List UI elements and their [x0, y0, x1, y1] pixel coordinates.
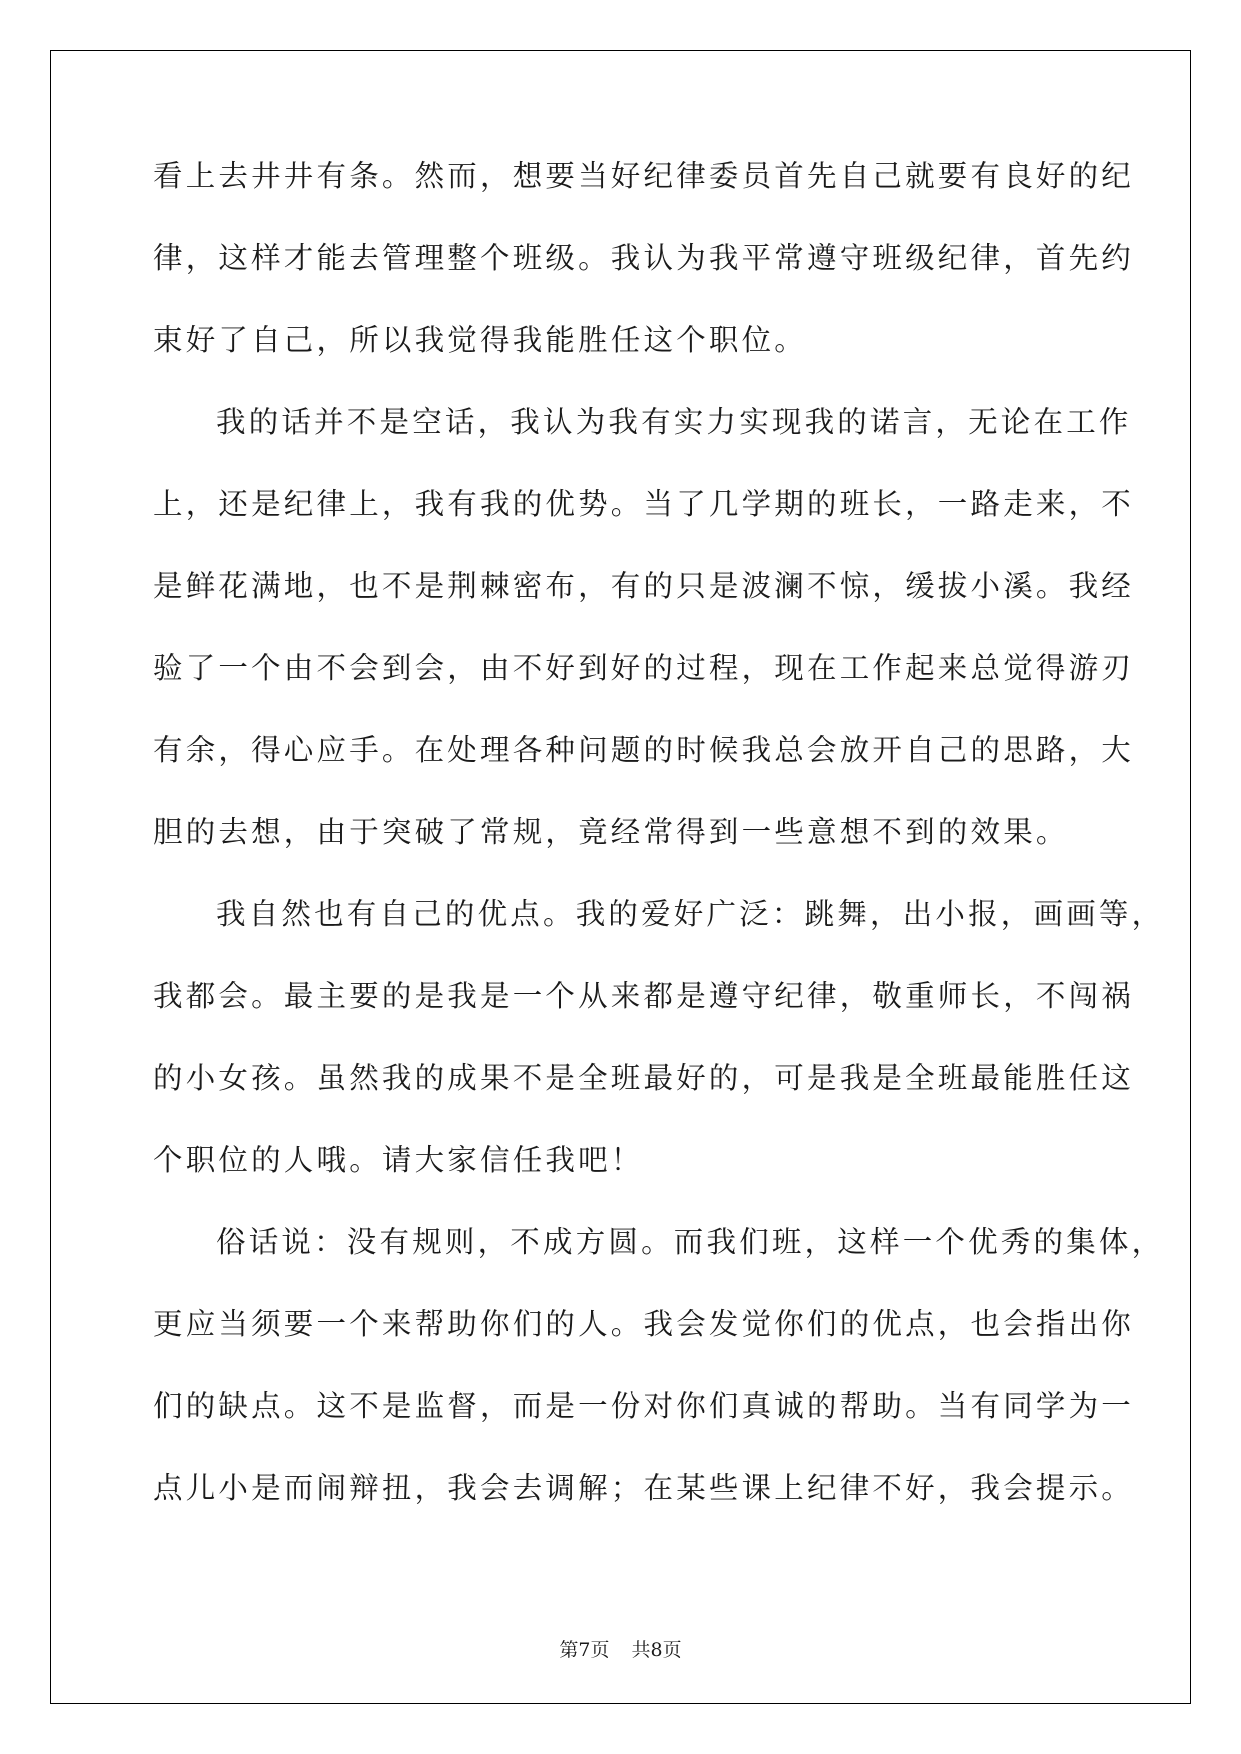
text-line: 的小女孩。虽然我的成果不是全班最好的，可是我是全班最能胜任这	[153, 1061, 1135, 1095]
text-line: 有余，得心应手。在处理各种问题的时候我总会放开自己的思路，大	[153, 733, 1135, 767]
text-line: 胆的去想，由于突破了常规，竟经常得到一些意想不到的效果。	[153, 815, 1069, 849]
text-line: 点儿小是而闹辩扭，我会去调解；在某些课上纪律不好，我会提示。	[153, 1471, 1135, 1505]
text-line: 个职位的人哦。请大家信任我吧！	[153, 1143, 644, 1177]
text-line: 上，还是纪律上，我有我的优势。当了几学期的班长，一路走来，不	[153, 487, 1135, 521]
text-line: 们的缺点。这不是监督，而是一份对你们真诚的帮助。当有同学为一	[153, 1389, 1135, 1423]
paragraph-4	[153, 1223, 1165, 1551]
text-line: 验了一个由不会到会，由不好到好的过程，现在工作起来总觉得游刃	[153, 651, 1135, 685]
text-line: 律，这样才能去管理整个班级。我认为我平常遵守班级纪律，首先约	[153, 241, 1135, 275]
document-body	[153, 157, 1165, 1551]
text-line: 我都会。最主要的是我是一个从来都是遵守纪律，敬重师长，不闯祸	[153, 979, 1135, 1013]
text-line: 我的话并不是空话，我认为我有实力实现我的诺言，无论在工作	[216, 405, 1132, 439]
text-line: 俗话说：没有规则，不成方圆。而我们班，这样一个优秀的集体，	[216, 1225, 1165, 1259]
paragraph-3	[153, 895, 1165, 1223]
text-line: 是鲜花满地，也不是荆棘密布，有的只是波澜不惊，缓拔小溪。我经	[153, 569, 1135, 603]
page-total: 共8页	[631, 1639, 682, 1661]
text-line: 束好了自己，所以我觉得我能胜任这个职位。	[153, 323, 808, 357]
text-line: 看上去井井有条。然而，想要当好纪律委员首先自己就要有良好的纪	[153, 159, 1135, 193]
paragraph-1	[153, 157, 1135, 403]
text-line: 更应当须要一个来帮助你们的人。我会发觉你们的优点，也会指出你	[153, 1307, 1135, 1341]
page-number: 第7页	[559, 1639, 610, 1661]
page-footer	[0, 1635, 1241, 1662]
paragraph-2	[153, 403, 1135, 895]
text-line: 我自然也有自己的优点。我的爱好广泛：跳舞，出小报，画画等，	[216, 897, 1165, 931]
